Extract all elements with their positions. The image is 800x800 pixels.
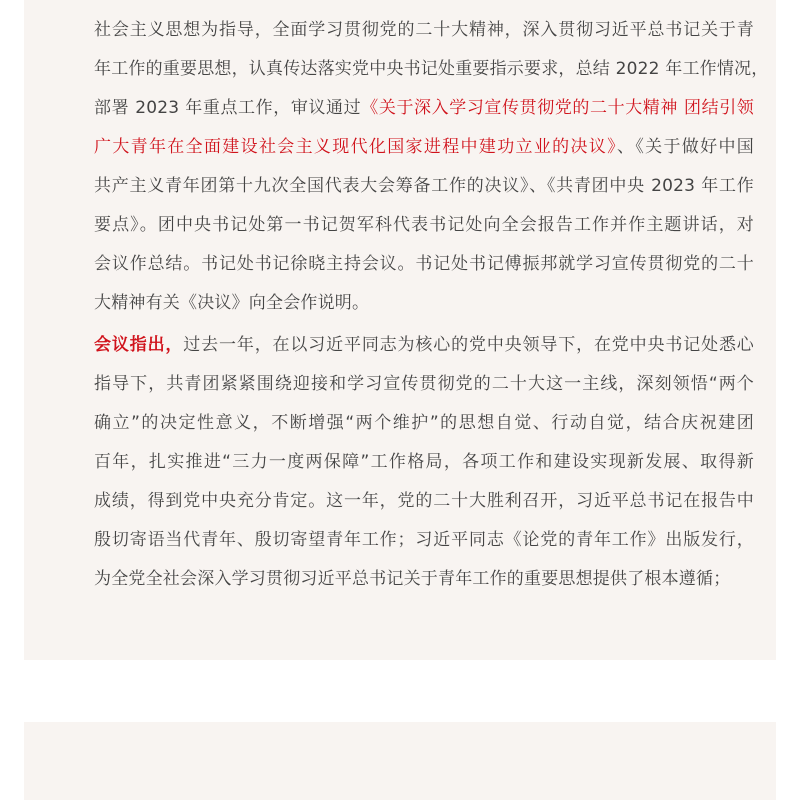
text-line (94, 89, 754, 128)
text-line (94, 245, 754, 284)
text-line (94, 167, 754, 206)
highlighted-text: 《关于深入学习宣传贯彻党的二十大精神 团结引领 (361, 98, 754, 118)
body-text: 部署 2023 年重点工作，审议通过 (94, 98, 362, 118)
body-text: 大精神有关《决议》向全会作说明。 (94, 293, 370, 313)
body-text: 指导下，共青团紧紧围绕迎接和学习宣传贯彻党的二十大这一主线，深刻领悟“两个 (94, 374, 754, 394)
text-line (94, 521, 754, 560)
highlighted-text: 广大青年在全面建设社会主义现代化国家进程中建功立业的决议》 (94, 137, 617, 157)
body-text: 年工作的重要思想，认真传达落实党中央书记处重要指示要求，总结 2022 年工作情况， (94, 59, 769, 79)
body-text: 社会主义思想为指导，全面学习贯彻党的二十大精神，深入贯彻习近平总书记关于青 (94, 20, 754, 40)
body-text: 确立”的决定性意义，不断增强“两个维护”的思想自觉、行动自觉，结合庆祝建团 (94, 413, 754, 433)
text-line (94, 560, 754, 599)
body-text: 共产主义青年团第十九次全国代表大会筹备工作的决议》、《共青团中央 2023 年工作 (94, 176, 754, 196)
text-line (94, 11, 754, 50)
text-line (94, 326, 754, 365)
body-text: 为全党全社会深入学习贯彻习近平总书记关于青年工作的重要思想提供了根本遵循； (94, 569, 731, 589)
body-text: 过去一年，在以习近平同志为核心的党中央领导下，在党中央书记处悉心 (183, 335, 754, 355)
text-line (94, 206, 754, 245)
body-text: 成绩，得到党中央充分肯定。这一年，党的二十大胜利召开，习近平总书记在报告中 (94, 491, 754, 511)
text-line (94, 404, 754, 443)
text-line (94, 365, 754, 404)
body-text: 百年，扎实推进“三力一度两保障”工作格局，各项工作和建设实现新发展、取得新 (94, 452, 754, 472)
highlighted-text: 会议指出， (94, 335, 184, 355)
text-line (94, 128, 754, 167)
article-card (24, 0, 776, 660)
next-article-card (24, 722, 776, 800)
body-text: 要点》。团中央书记处第一书记贺军科代表书记处向全会报告工作并作主题讲话，对 (94, 215, 754, 235)
body-text: 、《关于做好中国 (617, 137, 754, 157)
text-line (94, 443, 754, 482)
text-line (94, 50, 769, 89)
paragraph-meeting-noted (94, 326, 754, 599)
text-line (94, 482, 754, 521)
paragraph-resolutions (94, 11, 769, 323)
body-text: 会议作总结。书记处书记徐晓主持会议。书记处书记傅振邦就学习宣传贯彻党的二十 (94, 254, 754, 274)
body-text: 殷切寄语当代青年、殷切寄望青年工作；习近平同志《论党的青年工作》出版发行， (94, 530, 754, 550)
text-line (94, 284, 754, 323)
